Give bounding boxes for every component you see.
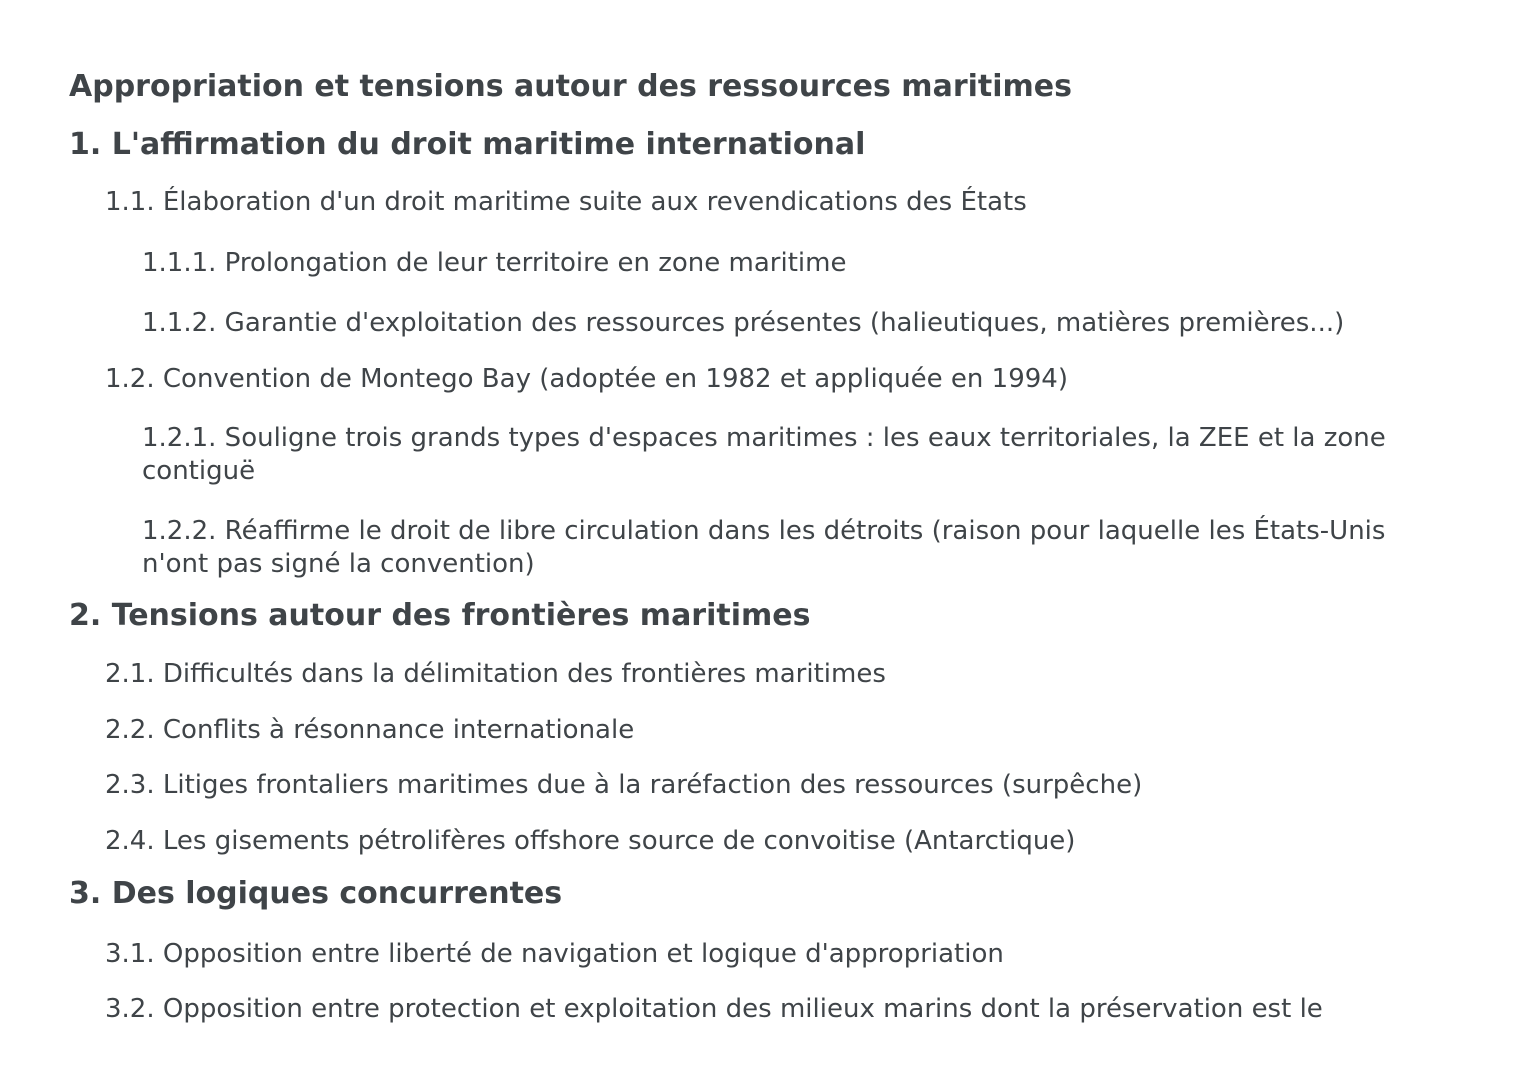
subsection-heading-3-1: 3.1. Opposition entre liberté de navigation et logique d'appropriation	[105, 939, 1004, 969]
subsection-heading-1-1: 1.1. Élaboration d'un droit maritime suite aux revendications des États	[105, 187, 1027, 217]
item-1-1-1: 1.1.1. Prolongation de leur territoire en zone maritime	[142, 248, 847, 278]
section-heading-3: 3. Des logiques concurrentes	[69, 876, 563, 911]
item-1-1-2: 1.1.2. Garantie d'exploitation des ressources présentes (halieutiques, matières premières...)	[142, 308, 1345, 338]
document-title: Appropriation et tensions autour des ressources maritimes	[69, 69, 1072, 104]
item-1-2-2: 1.2.2. Réaffirme le droit de libre circulation dans les détroits (raison pour laquelle les États-Unis n'ont pas signé la convention)	[142, 516, 1386, 579]
item-1-2-1: 1.2.1. Souligne trois grands types d'espaces maritimes : les eaux territoriales, la ZEE et la zone contiguë	[142, 423, 1386, 486]
subsection-heading-3-2: 3.2. Opposition entre protection et exploitation des milieux marins dont la préservation est le	[105, 994, 1323, 1024]
section-heading-1: 1. L'affirmation du droit maritime international	[69, 127, 866, 162]
subsection-heading-2-1: 2.1. Difficultés dans la délimitation des frontières maritimes	[105, 659, 886, 689]
subsection-heading-1-2: 1.2. Convention de Montego Bay (adoptée en 1982 et appliquée en 1994)	[105, 364, 1068, 394]
section-heading-2: 2. Tensions autour des frontières maritimes	[69, 598, 811, 633]
subsection-heading-2-3: 2.3. Litiges frontaliers maritimes due à la raréfaction des ressources (surpêche)	[105, 770, 1143, 800]
subsection-heading-2-4: 2.4. Les gisements pétrolifères offshore source de convoitise (Antarctique)	[105, 826, 1076, 856]
subsection-heading-2-2: 2.2. Conflits à résonnance internationale	[105, 715, 635, 745]
